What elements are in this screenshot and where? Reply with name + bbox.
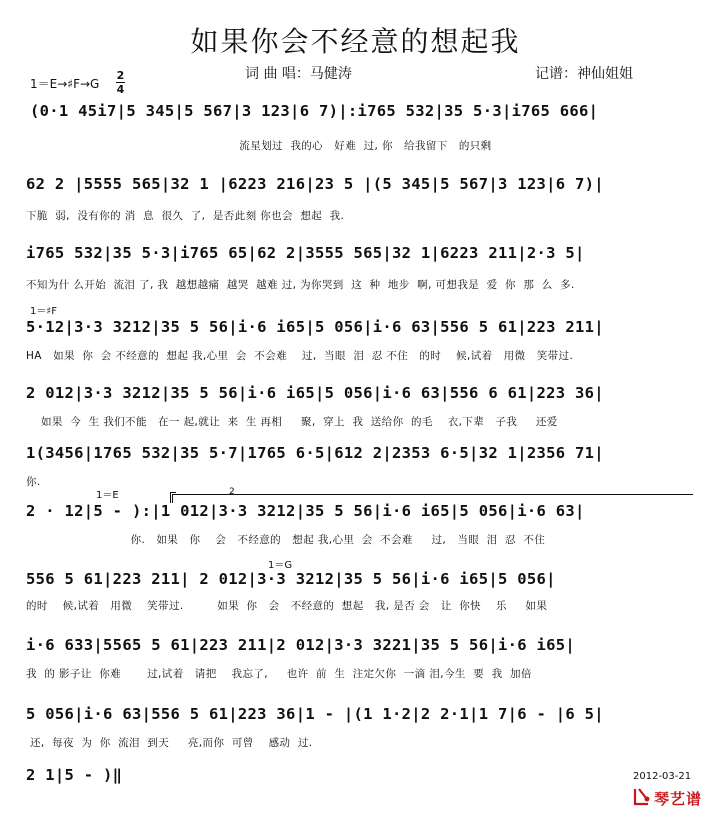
key-signature: 1＝E→♯F→G	[30, 77, 100, 91]
lyric-line: 下脆 弱, 没有你的 消 息 很久 了, 是否此刻 你也会 想起 我.	[26, 210, 345, 222]
key-change: 1＝G	[268, 560, 293, 571]
notation-line: 62 2 |5555 565|32 1 |6223 216|23 5 |(5 345|5 567|3 123|6 7)|	[26, 175, 604, 193]
lyric-line: 你.	[26, 476, 41, 488]
notation-line: i·6 633|5565 5 61|223 211|2 012|3·3 3221|35 5 56|i·6 i65|	[26, 636, 576, 654]
time-signature	[116, 70, 125, 95]
site-logo-text: 琴艺谱	[654, 790, 703, 808]
lyric-line: 你. 如果 你 会 不经意的 想起 我,心里 会 不会难 过, 当眼 泪 忍 不住	[26, 534, 546, 546]
site-logo	[632, 786, 706, 810]
notation-line: (0·1 45i7|5 345|5 567|3 123|6 7)|:i765 532|35 5·3|i765 666|	[30, 102, 599, 120]
note-logo-icon	[632, 786, 652, 808]
lyric-line: 还, 每夜 为 你 流泪 到天 亮,而你 可曾 感动 过.	[30, 737, 313, 749]
lyric-line: 的时 候,试着 用微 笑带过. 如果 你 会 不经意的 想起 我, 是否 会 让 你快 乐 如果	[26, 600, 548, 612]
notation-line: 5 056|i·6 63|556 5 61|223 36|1 - |(1 1·2|2 2·1|1 7|6 - |6 5|	[26, 705, 604, 723]
notation-line: 2 · 12|5 - ):|1 012|3·3 3212|35 5 56|i·6 i65|5 056|i·6 63|	[26, 502, 585, 520]
volta-number-2: 2	[229, 487, 235, 497]
key-change: 1＝E	[96, 490, 119, 501]
song-title: 如果你会不经意的想起我	[190, 25, 521, 58]
notation-line: 2 012|3·3 3212|35 5 56|i·6 i65|5 056|i·6 63|556 6 61|223 36|	[26, 384, 604, 402]
lyric-line: 不知为什 么开始 流泪 了, 我 越想越痛 越哭 越难 过, 为你哭到 这 种 地步 啊, 可想我是 爱 你 那 么 多.	[26, 279, 575, 291]
composer-singer-credit: 词 曲 唱：马健涛	[245, 66, 352, 82]
key-change: 1＝♯F	[30, 306, 57, 317]
notation-line: 5·12|3·3 3212|35 5 56|i·6 i65|5 056|i·6 63|556 5 61|223 211|	[26, 318, 604, 336]
transcriber-credit: 记谱：神仙姐姐	[535, 66, 633, 82]
time-signature-bottom: 4	[116, 83, 125, 96]
notation-line: 1(3456|1765 532|35 5·7|1765 6·5|612 2|2353 6·5|32 1|2356 71|	[26, 444, 604, 462]
lyric-line: HA 如果 你 会 不经意的 想起 我,心里 会 不会难 过, 当眼 泪 忍 不住 的时 候,试着 用微 笑带过.	[26, 350, 574, 362]
transcription-date: 2012-03-21	[633, 771, 692, 782]
notation-line: 556 5 61|223 211| 2 012|3·3 3212|35 5 56|i·6 i65|5 056|	[26, 570, 556, 588]
lyric-line: 我 的 影子让 你难 过,试着 请把 我忘了, 也许 前 生 注定欠你 一滴 泪,今生 要 我 加倍	[26, 668, 532, 680]
lyric-line: 如果 今 生 我们不能 在一 起,就让 来 生 再相 聚, 穿上 我 送给你 的毛 衣,下辈 子我 还爱	[26, 416, 558, 428]
notation-line: 2 1|5 - )‖	[26, 766, 123, 784]
time-signature-top: 2	[116, 69, 125, 82]
lyric-line: 流星划过 我的心 好难 过, 你 给我留下 的只剩	[30, 140, 492, 152]
notation-line: i765 532|35 5·3|i765 65|62 2|3555 565|32 1|6223 211|2·3 5|	[26, 244, 585, 262]
